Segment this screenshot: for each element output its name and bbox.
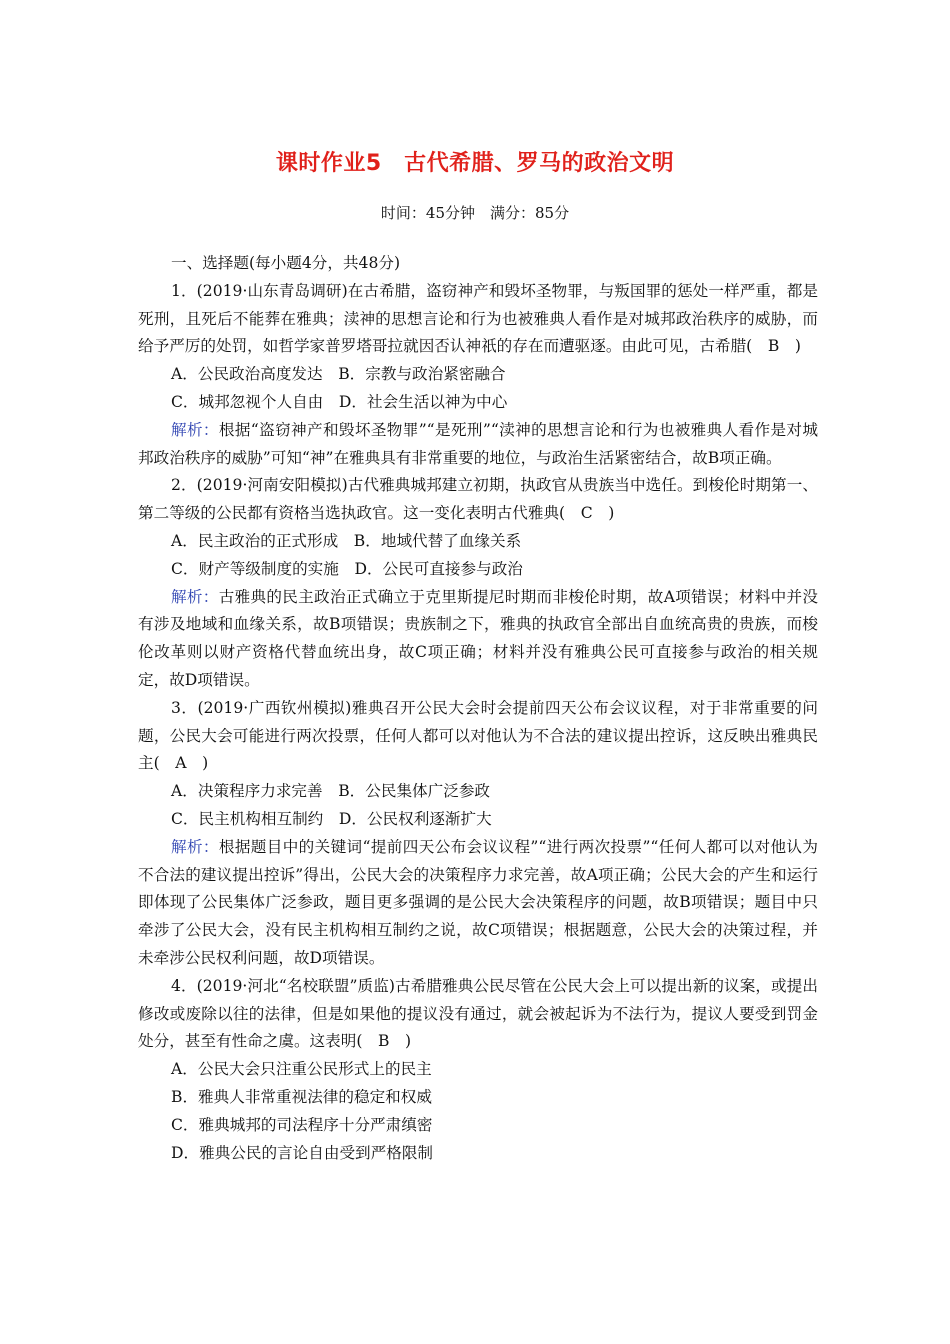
analysis-label: 解析： (171, 837, 219, 856)
question-1-analysis (138, 417, 818, 473)
question-2-options-cd: C．财产等级制度的实施 D．公民可直接参与政治 (171, 559, 523, 578)
section-heading: 一、选择题(每小题4分，共48分) (171, 254, 401, 272)
question-1-stem: 1．(2019·山东青岛调研)在古希腊，盗窃神产和毁坏圣物罪，与叛国罪的惩处一样严重，都是死刑，且死后不能葬在雅典；渎神的思想言论和行为也被雅典人看作是对城邦政治秩序的威胁，而给予严厉的处罚，如哲学家普罗塔哥拉就因否认神祇的存在而遭驱逐。由此可见，古希腊( B ) (138, 281, 818, 356)
analysis-label: 解析： (171, 587, 219, 606)
question-3-options-cd: C．民主机构相互制约 D．公民权利逐渐扩大 (171, 809, 492, 828)
page-title: 课时作业5 古代希腊、罗马的政治文明 (275, 151, 675, 176)
analysis-label: 解析： (171, 420, 219, 439)
question-3-options-ab: A．决策程序力求完善 B．公民集体广泛参政 (171, 782, 491, 801)
question-4-option-b: B．雅典人非常重视法律的稳定和权威 (171, 1087, 432, 1106)
question-4-option-d: D．雅典公民的言论自由受到严格限制 (171, 1143, 434, 1162)
question-2-stem: 2．(2019·河南安阳模拟)古代雅典城邦建立初期，执政官从贵族当中选任。到梭伦时期第一、第二等级的公民都有资格当选执政官。这一变化表明古代雅典( C ) (138, 476, 818, 523)
question-1-options-ab: A．公民政治高度发达 B．宗教与政治紧密融合 (171, 365, 506, 384)
question-4-option-a: A．公民大会只注重公民形式上的民主 (171, 1060, 432, 1079)
question-1-options-cd: C．城邦忽视个人自由 D．社会生活以神为中心 (171, 392, 508, 411)
time-score-info: 时间：45分钟 满分：85分 (380, 204, 570, 222)
analysis-text: 根据题目中的关键词“提前四天公布会议议程”“进行两次投票”“任何人都可以对他认为不合法的建议提出控诉”得出，公民大会的决策程序力求完善，故A项正确；公民大会的产生和运行即体现了公民集体广泛参政，题目更多强调的是公民大会决策程序的问题，故B项错误；题目中只牵涉了公民大会，没有民主机构相互制约之说，故C项错误；根据题意，公民大会的决策过程，并未牵涉公民权利问题，故D项错误。 (138, 837, 818, 967)
question-2-analysis (138, 584, 818, 695)
analysis-text: 古雅典的民主政治正式确立于克里斯提尼时期而非梭伦时期，故A项错误；材料中并没有涉及地域和血缘关系，故B项错误；贵族制之下，雅典的执政官全部出自血统高贵的贵族，而梭伦改革则以财产资格代替血统出身，故C项正确；材料并没有雅典公民可直接参与政治的相关规定，故D项错误。 (138, 587, 818, 689)
question-4-option-c: C．雅典城邦的司法程序十分严肃缜密 (171, 1115, 433, 1134)
question-2-options-ab: A．民主政治的正式形成 B．地域代替了血缘关系 (171, 531, 522, 550)
question-3-stem: 3．(2019·广西钦州模拟)雅典召开公民大会时会提前四天公布会议议程，对于非常重要的问题，公民大会可能进行两次投票，任何人都可以对他认为不合法的建议提出控诉，这反映出雅典民主( A ) (138, 698, 818, 773)
analysis-text: 根据“盗窃神产和毁坏圣物罪”“是死刑”“渎神的思想言论和行为也被雅典人看作是对城邦政治秩序的威胁”可知“神”在雅典具有非常重要的地位，与政治生活紧密结合，故B项正确。 (138, 420, 818, 467)
document-body (138, 250, 818, 1167)
question-4-stem: 4．(2019·河北“名校联盟”质监)古希腊雅典公民尽管在公民大会上可以提出新的议案，或提出修改或废除以往的法律，但是如果他的提议没有通过，就会被起诉为不法行为，提议人要受到罚金处分，甚至有性命之虞。这表明( B ) (138, 976, 818, 1051)
question-3-analysis (138, 834, 818, 973)
